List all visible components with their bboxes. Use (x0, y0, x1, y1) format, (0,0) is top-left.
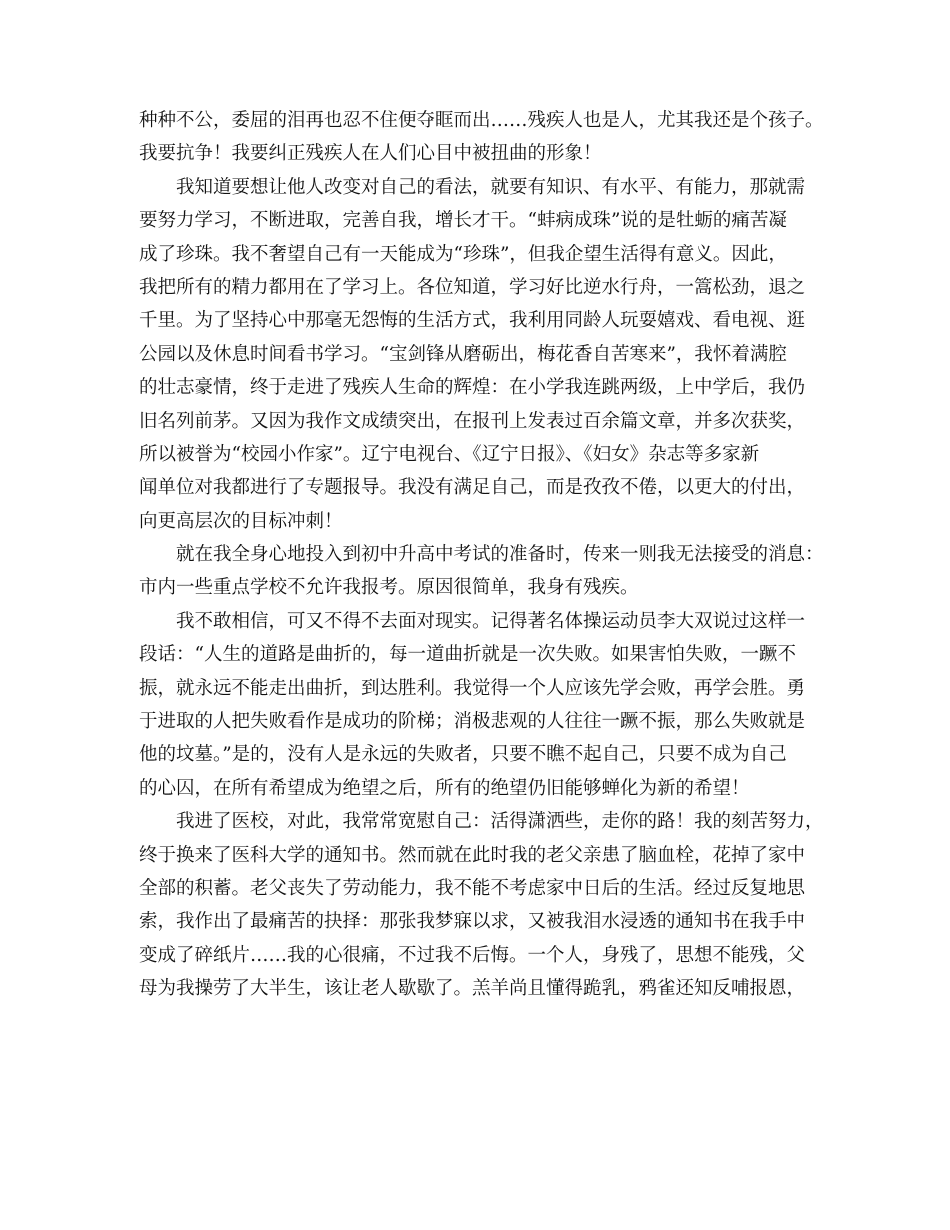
text-line: 向更高层次的目标冲刺！ (139, 510, 343, 532)
body-text (139, 104, 839, 1006)
text-line: 要努力学习，不断进取，完善自我，增长才干。“蚌病成珠”说的是牡蛎的痛苦凝 (139, 210, 787, 232)
text-line: 振，就永远不能走出曲折，到达胜利。我觉得一个人应该先学会败，再学会胜。勇 (139, 677, 806, 699)
text-line: 我不敢相信，可又不得不去面对现实。记得著名体操运动员李大双说过这样一 (176, 610, 806, 632)
text-line: 千里。为了坚持心中那毫无怨悔的生活方式，我利用同龄人玩耍嬉戏、看电视、逛 (139, 310, 806, 332)
text-line: 市内一些重点学校不允许我报考。原因很简单，我身有残疾。 (139, 577, 639, 599)
text-line: 他的坟墓。”是的，没有人是永远的失败者，只要不瞧不起自己，只要不成为自己 (139, 744, 787, 766)
text-line: 我要抗争！我要纠正残疾人在人们心目中被扭曲的形象！ (139, 143, 602, 165)
text-line: 我知道要想让他人改变对自己的看法，就要有知识、有水平、有能力，那就需 (176, 176, 806, 198)
text-line: 公园以及休息时间看书学习。“宝剑锋从磨砺出，梅花香自苦寒来”，我怀着满腔 (139, 343, 787, 365)
text-line: 闻单位对我都进行了专题报导。我没有满足自己，而是孜孜不倦，以更大的付出， (139, 477, 806, 499)
text-line: 变成了碎纸片……我的心很痛，不过我不后悔。一个人，身残了，思想不能残，父 (139, 944, 806, 966)
text-line: 段话：“人生的道路是曲折的，每一道曲折就是一次失败。如果害怕失败，一蹶不 (139, 644, 796, 666)
text-line: 我进了医校，对此，我常常宽慰自己：活得潇洒些，走你的路！我的刻苦努力， (176, 811, 824, 833)
text-line: 所以被誉为“校园小作家”。辽宁电视台、《辽宁日报》、《妇女》杂志等多家新 (139, 443, 760, 465)
text-line: 的壮志豪情，终于走进了残疾人生命的辉煌：在小学我连跳两级，上中学后，我仍 (139, 377, 806, 399)
text-line: 于进取的人把失败看作是成功的阶梯；消极悲观的人往往一蹶不振，那么失败就是 (139, 711, 806, 733)
text-line: 种种不公，委屈的泪再也忍不住便夺眶而出……残疾人也是人，尤其我还是个孩子。 (139, 110, 824, 131)
text-line: 母为我操劳了大半生，该让老人歇歇了。羔羊尚且懂得跪乳，鸦雀还知反哺报恩， (139, 978, 806, 1000)
text-line: 旧名列前茅。又因为我作文成绩突出，在报刊上发表过百余篇文章，并多次获奖， (139, 410, 806, 432)
text-line: 我把所有的精力都用在了学习上。各位知道，学习好比逆水行舟，一篙松劲，退之 (139, 276, 806, 298)
text-line: 终于换来了医科大学的通知书。然而就在此时我的老父亲患了脑血栓，花掉了家中 (139, 844, 806, 866)
text-line: 就在我全身心地投入到初中升高中考试的准备时，传来一则我无法接受的消息： (176, 544, 824, 566)
text-line: 全部的积蓄。老父丧失了劳动能力，我不能不考虑家中日后的生活。经过反复地思 (139, 877, 806, 899)
text-line: 的心囚，在所有希望成为绝望之后，所有的绝望仍旧能够蝉化为新的希望！ (139, 777, 750, 799)
text-line: 索，我作出了最痛苦的抉择：那张我梦寐以求，又被我泪水浸透的通知书在我手中 (139, 911, 806, 933)
text-line: 成了珍珠。我不奢望自己有一天能成为“珍珠”，但我企望生活得有意义。因此， (139, 243, 787, 265)
